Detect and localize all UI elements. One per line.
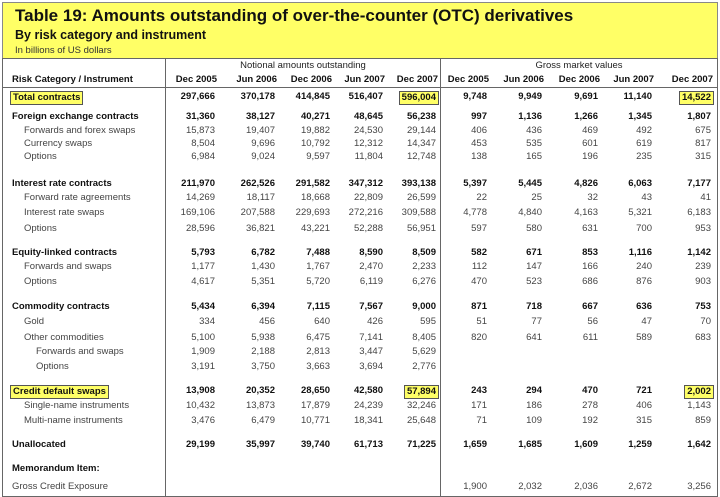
gross-cell: 9,748 (463, 91, 487, 102)
notional-cell: 3,476 (191, 415, 215, 426)
notional-cell: 31,360 (185, 111, 215, 122)
gross-cell: 406 (471, 125, 487, 136)
notional-cell: 13,908 (185, 385, 215, 396)
gross-cell: 1,266 (574, 111, 598, 122)
row-label: Single-name instruments (24, 400, 130, 411)
notional-cell: 5,434 (191, 301, 215, 312)
gross-cell: 641 (526, 332, 542, 343)
gross-cell: 859 (695, 415, 711, 426)
gross-cell: 239 (695, 261, 711, 272)
notional-cell: 52,288 (353, 223, 383, 234)
gross-cell: 671 (526, 247, 542, 258)
gross-cell: 3,256 (687, 481, 711, 492)
notional-cell: 10,792 (300, 138, 330, 149)
notional-cell: 2,813 (306, 346, 330, 357)
notional-cell: 42,580 (353, 385, 383, 396)
gross-cell: 2,036 (574, 481, 598, 492)
row-label: Forwards and swaps (36, 346, 124, 357)
gross-cell: 5,397 (463, 178, 487, 189)
notional-cell: 17,879 (300, 400, 330, 411)
row-label: Forwards and forex swaps (24, 125, 136, 136)
gross-cell: 147 (526, 261, 542, 272)
gross-cell: 535 (526, 138, 542, 149)
gross-cell: 589 (636, 332, 652, 343)
gross-cell: 112 (471, 261, 487, 272)
gross-cell: 686 (582, 276, 598, 287)
column-header: Dec 2006 (290, 74, 332, 85)
gross-cell: 278 (582, 400, 598, 411)
notional-cell: 10,432 (185, 400, 215, 411)
notional-cell: 9,597 (306, 151, 330, 162)
notional-cell: 169,106 (180, 207, 215, 218)
gross-cell: 406 (636, 400, 652, 411)
gross-cell: 619 (636, 138, 652, 149)
notional-cell: 22,809 (353, 192, 383, 203)
gross-cell: 240 (636, 261, 652, 272)
notional-cell: 29,199 (185, 439, 215, 450)
gross-cell: 235 (636, 151, 652, 162)
notional-cell: 28,650 (300, 385, 330, 396)
gross-cell: 4,163 (574, 207, 598, 218)
column-header: Jun 2006 (503, 74, 544, 85)
gross-cell: 41 (700, 192, 711, 203)
row-label: Options (24, 223, 57, 234)
notional-cell: 5,629 (412, 346, 436, 357)
row-label: Interest rate swaps (24, 207, 105, 218)
notional-cell: 1,767 (306, 261, 330, 272)
notional-cell: 56,238 (406, 111, 436, 122)
row-label: Options (24, 276, 57, 287)
column-header: Jun 2007 (613, 74, 654, 85)
gross-cell: 196 (582, 151, 598, 162)
group-header-gross: Gross market values (535, 60, 623, 71)
gross-cell: 953 (695, 223, 711, 234)
notional-cell: 12,748 (406, 151, 436, 162)
gross-cell: 165 (526, 151, 542, 162)
gross-cell: 1,609 (574, 439, 598, 450)
row-label: Equity-linked contracts (12, 247, 118, 258)
notional-cell: 1,909 (191, 346, 215, 357)
notional-cell: 347,312 (348, 178, 383, 189)
divider (2, 58, 718, 59)
gross-cell: 4,840 (518, 207, 542, 218)
notional-cell: 6,276 (412, 276, 436, 287)
notional-cell: 393,138 (401, 178, 436, 189)
title-banner (2, 2, 718, 59)
gross-cell: 4,826 (574, 178, 598, 189)
gross-cell: 186 (526, 400, 542, 411)
gross-cell: 1,807 (687, 111, 711, 122)
notional-cell: 18,668 (300, 192, 330, 203)
gross-cell: 7,177 (687, 178, 711, 189)
notional-cell: 414,845 (295, 91, 330, 102)
notional-cell: 8,405 (412, 332, 436, 343)
group-header-notional: Notional amounts outstanding (240, 60, 366, 71)
gross-cell: 166 (582, 261, 598, 272)
gross-cell: 718 (526, 301, 542, 312)
notional-cell: 5,793 (191, 247, 215, 258)
row-header: Risk Category / Instrument (12, 74, 133, 85)
notional-cell: 297,666 (180, 91, 215, 102)
gross-cell: 2,032 (518, 481, 542, 492)
table-title: Table 19: Amounts outstanding of over-the-counter (OTC) derivatives (15, 6, 574, 25)
column-header: Dec 2007 (396, 74, 438, 85)
gross-cell: 315 (636, 415, 652, 426)
notional-cell: 309,588 (401, 207, 436, 218)
notional-cell: 3,694 (359, 361, 383, 372)
notional-cell: 6,475 (306, 332, 330, 343)
gross-cell: 294 (526, 385, 542, 396)
gross-cell: 6,183 (687, 207, 711, 218)
column-header: Jun 2006 (236, 74, 277, 85)
notional-cell: 6,984 (191, 151, 215, 162)
gross-cell: 997 (471, 111, 487, 122)
notional-cell: 3,750 (251, 361, 275, 372)
gross-cell: 56 (587, 316, 598, 327)
gross-cell: 871 (471, 301, 487, 312)
notional-cell: 8,504 (191, 138, 215, 149)
gross-cell: 469 (582, 125, 598, 136)
column-header: Dec 2005 (175, 74, 217, 85)
notional-cell: 334 (199, 316, 215, 327)
gross-cell: 2,002 (684, 385, 714, 399)
gross-cell: 2,672 (628, 481, 652, 492)
notional-cell: 61,713 (353, 439, 383, 450)
notional-cell: 291,582 (295, 178, 330, 189)
notional-cell: 18,341 (353, 415, 383, 426)
notional-cell: 3,447 (359, 346, 383, 357)
notional-cell: 35,997 (245, 439, 275, 450)
notional-cell: 9,024 (251, 151, 275, 162)
gross-cell: 43 (641, 192, 652, 203)
notional-cell: 40,271 (300, 111, 330, 122)
column-header: Dec 2006 (558, 74, 600, 85)
notional-cell: 5,100 (191, 332, 215, 343)
row-label: Foreign exchange contracts (12, 111, 139, 122)
notional-cell: 36,821 (245, 223, 275, 234)
gross-cell: 675 (695, 125, 711, 136)
notional-cell: 2,776 (412, 361, 436, 372)
row-label: Currency swaps (24, 138, 93, 149)
gross-cell: 71 (476, 415, 487, 426)
notional-cell: 10,771 (300, 415, 330, 426)
notional-cell: 3,191 (191, 361, 215, 372)
gross-cell: 1,116 (628, 247, 652, 258)
notional-cell: 9,000 (412, 301, 436, 312)
gross-cell: 492 (636, 125, 652, 136)
column-header: Dec 2005 (447, 74, 489, 85)
gross-cell: 109 (526, 415, 542, 426)
column-header: Dec 2007 (671, 74, 713, 85)
gross-cell: 243 (471, 385, 487, 396)
gross-cell: 436 (526, 125, 542, 136)
gross-cell: 22 (476, 192, 487, 203)
notional-cell: 48,645 (353, 111, 383, 122)
gross-cell: 597 (471, 223, 487, 234)
notional-cell: 14,347 (406, 138, 436, 149)
notional-cell: 5,720 (306, 276, 330, 287)
notional-cell: 211,970 (181, 178, 215, 189)
notional-cell: 24,239 (353, 400, 383, 411)
gross-cell: 70 (700, 316, 711, 327)
notional-cell: 6,394 (251, 301, 275, 312)
notional-cell: 595 (420, 316, 436, 327)
gross-cell: 580 (526, 223, 542, 234)
gross-cell: 700 (636, 223, 652, 234)
notional-cell: 25,648 (406, 415, 436, 426)
notional-cell: 29,144 (406, 125, 436, 136)
unit-note: In billions of US dollars (15, 45, 112, 56)
row-label: Gold (24, 316, 45, 327)
notional-cell: 19,407 (245, 125, 275, 136)
notional-cell: 640 (314, 316, 330, 327)
notional-cell: 262,526 (240, 178, 275, 189)
gross-cell: 582 (471, 247, 487, 258)
gross-cell: 636 (636, 301, 652, 312)
gross-cell: 1,900 (463, 481, 487, 492)
gross-cell: 903 (695, 276, 711, 287)
gross-cell: 25 (531, 192, 542, 203)
gross-cell: 683 (695, 332, 711, 343)
notional-cell: 71,225 (406, 439, 436, 450)
gross-cell: 9,949 (518, 91, 542, 102)
notional-cell: 28,596 (185, 223, 215, 234)
notional-cell: 8,590 (359, 247, 383, 258)
notional-cell: 56,951 (406, 223, 436, 234)
notional-cell: 20,352 (245, 385, 275, 396)
gross-cell: 5,321 (628, 207, 652, 218)
gross-cell: 601 (582, 138, 598, 149)
notional-cell: 2,470 (359, 261, 383, 272)
notional-cell: 7,488 (306, 247, 330, 258)
row-label: Total contracts (10, 91, 83, 105)
gross-cell: 611 (582, 332, 598, 343)
row-label: Commodity contracts (12, 301, 110, 312)
gross-cell: 32 (587, 192, 598, 203)
notional-cell: 2,233 (412, 261, 436, 272)
row-label: Forward rate agreements (24, 192, 131, 203)
notional-cell: 6,782 (251, 247, 275, 258)
gross-cell: 876 (636, 276, 652, 287)
notional-cell: 7,115 (306, 301, 330, 312)
notional-cell: 9,696 (251, 138, 275, 149)
gross-cell: 1,345 (628, 111, 652, 122)
gross-cell: 9,691 (574, 91, 598, 102)
notional-cell: 6,119 (359, 276, 383, 287)
notional-cell: 456 (259, 316, 275, 327)
notional-cell: 370,178 (240, 91, 275, 102)
row-label: Forwards and swaps (24, 261, 112, 272)
notional-cell: 2,188 (251, 346, 275, 357)
row-label: Multi-name instruments (24, 415, 123, 426)
notional-cell: 596,004 (399, 91, 439, 105)
gross-cell: 5,445 (518, 178, 542, 189)
gross-cell: 853 (582, 247, 598, 258)
gross-cell: 1,685 (518, 439, 542, 450)
row-label: Other commodities (24, 332, 104, 343)
gross-cell: 1,136 (518, 111, 542, 122)
notional-cell: 43,221 (300, 223, 330, 234)
notional-cell: 426 (367, 316, 383, 327)
row-label: Options (24, 151, 57, 162)
notional-cell: 272,216 (348, 207, 383, 218)
row-label: Interest rate contracts (12, 178, 112, 189)
gross-cell: 1,143 (687, 400, 711, 411)
column-header: Jun 2007 (344, 74, 385, 85)
notional-cell: 14,269 (185, 192, 215, 203)
gross-cell: 11,140 (623, 91, 652, 102)
gross-cell: 51 (476, 316, 487, 327)
row-label: Credit default swaps (10, 385, 109, 399)
row-label: Options (36, 361, 69, 372)
gross-cell: 820 (471, 332, 487, 343)
gross-cell: 192 (582, 415, 598, 426)
row-label: Unallocated (12, 439, 66, 450)
notional-cell: 19,882 (300, 125, 330, 136)
notional-cell: 7,567 (359, 301, 383, 312)
gross-cell: 1,259 (628, 439, 652, 450)
gross-cell: 171 (471, 400, 487, 411)
gross-cell: 315 (695, 151, 711, 162)
notional-cell: 38,127 (245, 111, 275, 122)
gross-cell: 470 (582, 385, 598, 396)
gross-cell: 523 (526, 276, 542, 287)
row-label: Memorandum Item: (12, 463, 100, 474)
gross-cell: 138 (471, 151, 487, 162)
notional-cell: 4,617 (191, 276, 215, 287)
gross-cell: 817 (695, 138, 711, 149)
gross-cell: 453 (471, 138, 487, 149)
notional-cell: 57,894 (404, 385, 439, 399)
notional-cell: 39,740 (300, 439, 330, 450)
notional-cell: 516,407 (348, 91, 383, 102)
notional-cell: 1,430 (251, 261, 275, 272)
row-label: Gross Credit Exposure (12, 481, 109, 492)
notional-cell: 32,246 (406, 400, 436, 411)
notional-cell: 12,312 (353, 138, 383, 149)
gross-cell: 77 (531, 316, 542, 327)
notional-cell: 11,804 (354, 151, 383, 162)
notional-cell: 7,141 (359, 332, 383, 343)
notional-cell: 229,693 (295, 207, 330, 218)
gross-cell: 1,142 (687, 247, 711, 258)
notional-cell: 26,599 (406, 192, 436, 203)
gross-cell: 1,659 (463, 439, 487, 450)
notional-cell: 3,663 (306, 361, 330, 372)
notional-cell: 207,588 (240, 207, 275, 218)
gross-cell: 6,063 (628, 178, 652, 189)
notional-cell: 24,530 (353, 125, 383, 136)
gross-cell: 470 (471, 276, 487, 287)
gross-cell: 753 (695, 301, 711, 312)
gross-cell: 1,642 (687, 439, 711, 450)
divider (2, 87, 718, 88)
table-subtitle: By risk category and instrument (15, 28, 207, 42)
notional-cell: 5,938 (251, 332, 275, 343)
gross-cell: 721 (636, 385, 652, 396)
notional-cell: 5,351 (251, 276, 275, 287)
gross-cell: 631 (582, 223, 598, 234)
notional-cell: 15,873 (185, 125, 215, 136)
gross-cell: 47 (641, 316, 652, 327)
notional-cell: 6,479 (251, 415, 275, 426)
notional-cell: 8,509 (412, 247, 436, 258)
gross-cell: 667 (582, 301, 598, 312)
notional-cell: 13,873 (245, 400, 275, 411)
gross-cell: 4,778 (463, 207, 487, 218)
notional-cell: 1,177 (191, 261, 215, 272)
notional-cell: 18,117 (246, 192, 275, 203)
gross-cell: 14,522 (679, 91, 714, 105)
